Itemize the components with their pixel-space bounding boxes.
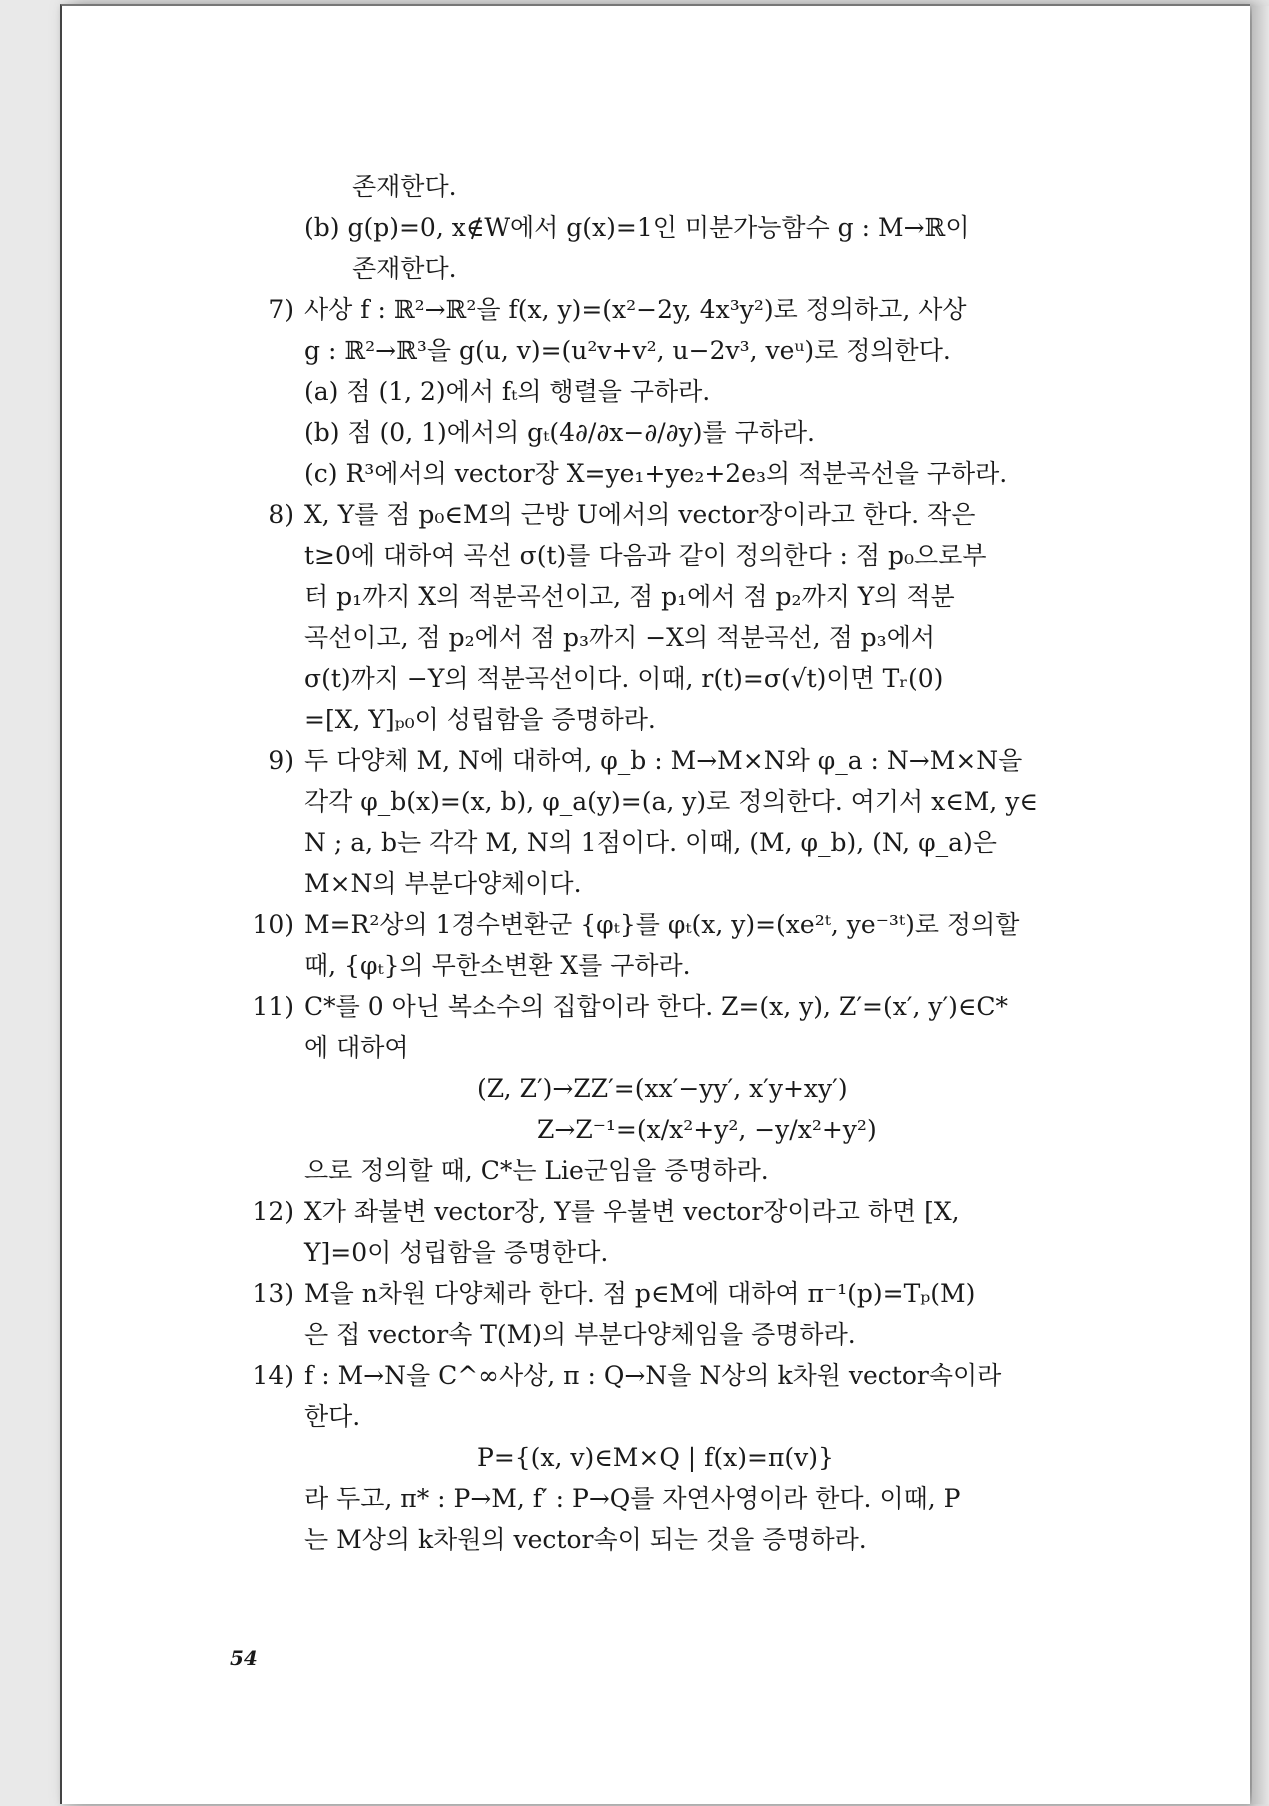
exercise-item-14: 14) f : M→N을 C^∞사상, π : Q→N을 N상의 k차원 vector속이라 xyxy=(252,1361,1002,1390)
text-line: 존재한다. xyxy=(352,172,457,201)
text-line: 한다. xyxy=(304,1402,361,1431)
formula-line: Z→Z⁻¹=(x/x²+y², −y/x²+y²) xyxy=(537,1115,877,1144)
exercise-item-13: 13) M을 n차원 다양체라 한다. 점 p∈M에 대하여 π⁻¹(p)=Tₚ(M) xyxy=(252,1279,976,1308)
page-edge-shadow xyxy=(1252,6,1269,1804)
exercise-item-10: 10) M=R²상의 1경수변환군 {φₜ}를 φₜ(x, y)=(xe²ᵗ, ye⁻³ᵗ)로 정의할 xyxy=(252,910,1020,939)
text-line: 터 p₁까지 X의 적분곡선이고, 점 p₁에서 점 p₂까지 Y의 적분 xyxy=(304,582,955,611)
text-line: (b) 점 (0, 1)에서의 gₜ(4∂/∂x−∂/∂y)를 구하라. xyxy=(304,418,815,447)
text-line: 곡선이고, 점 p₂에서 점 p₃까지 −X의 적분곡선, 점 p₃에서 xyxy=(304,623,935,652)
page-content xyxy=(232,166,1162,1560)
text-line: Y]=0이 성립함을 증명한다. xyxy=(304,1238,609,1267)
exercise-item-9: 9) 두 다양체 M, N에 대하여, φ_b : M→M×N와 φ_a : N→M×N을 xyxy=(268,746,1023,775)
text-line: g : ℝ²→ℝ³을 g(u, v)=(u²v+v², u−2v³, veᵘ)로 정의한다. xyxy=(304,336,951,365)
text-line: 때, {φₜ}의 무한소변환 X를 구하라. xyxy=(304,951,691,980)
text-line: =[X, Y]ₚ₀이 성립함을 증명하라. xyxy=(304,705,656,734)
text-line: 는 M상의 k차원의 vector속이 되는 것을 증명하라. xyxy=(304,1525,867,1554)
exercise-item-7: 7) 사상 f : ℝ²→ℝ²을 f(x, y)=(x²−2y, 4x³y²)로 정의하고, 사상 xyxy=(268,295,967,324)
text-line: 존재한다. xyxy=(352,254,457,283)
formula-line: (Z, Z′)→ZZ′=(xx′−yy′, x′y+xy′) xyxy=(477,1074,848,1103)
exercise-item-12: 12) X가 좌불변 vector장, Y를 우불변 vector장이라고 하면 [X, xyxy=(252,1197,960,1226)
text-line: N ; a, b는 각각 M, N의 1점이다. 이때, (M, φ_b), (N, φ_a)은 xyxy=(304,828,997,857)
text-line: 라 두고, π* : P→M, f′ : P→Q를 자연사영이라 한다. 이때, P xyxy=(304,1484,961,1513)
exercise-item-11: 11) C*를 0 아닌 복소수의 집합이라 한다. Z=(x, y), Z′=(x′, y′)∈C* xyxy=(252,992,1009,1021)
book-page xyxy=(60,4,1250,1804)
text-line: M×N의 부분다양체이다. xyxy=(304,869,582,898)
page-number: 54 xyxy=(230,1646,258,1670)
text-line: t≥0에 대하여 곡선 σ(t)를 다음과 같이 정의한다 : 점 p₀으로부 xyxy=(304,541,987,570)
exercise-item-8: 8) X, Y를 점 p₀∈M의 근방 U에서의 vector장이라고 한다. 작은 xyxy=(268,500,976,529)
text-line: (a) 점 (1, 2)에서 fₜ의 행렬을 구하라. xyxy=(304,377,711,406)
formula-line: P={(x, v)∈M×Q | f(x)=π(v)} xyxy=(477,1443,834,1472)
text-line: 은 접 vector속 T(M)의 부분다양체임을 증명하라. xyxy=(304,1320,856,1349)
text-line: 으로 정의할 때, C*는 Lie군임을 증명하라. xyxy=(304,1156,769,1185)
text-line: 에 대하여 xyxy=(304,1033,409,1062)
text-line: 각각 φ_b(x)=(x, b), φ_a(y)=(a, y)로 정의한다. 여기서 x∈M, y∈ xyxy=(304,787,1038,816)
text-line: σ(t)까지 −Y의 적분곡선이다. 이때, r(t)=σ(√t)이면 Tᵣ(0) xyxy=(304,664,944,693)
text-line: (b) g(p)=0, x∉W에서 g(x)=1인 미분가능함수 g : M→ℝ이 xyxy=(304,213,970,242)
text-line: (c) R³에서의 vector장 X=ye₁+ye₂+2e₃의 적분곡선을 구하라. xyxy=(304,459,1008,488)
